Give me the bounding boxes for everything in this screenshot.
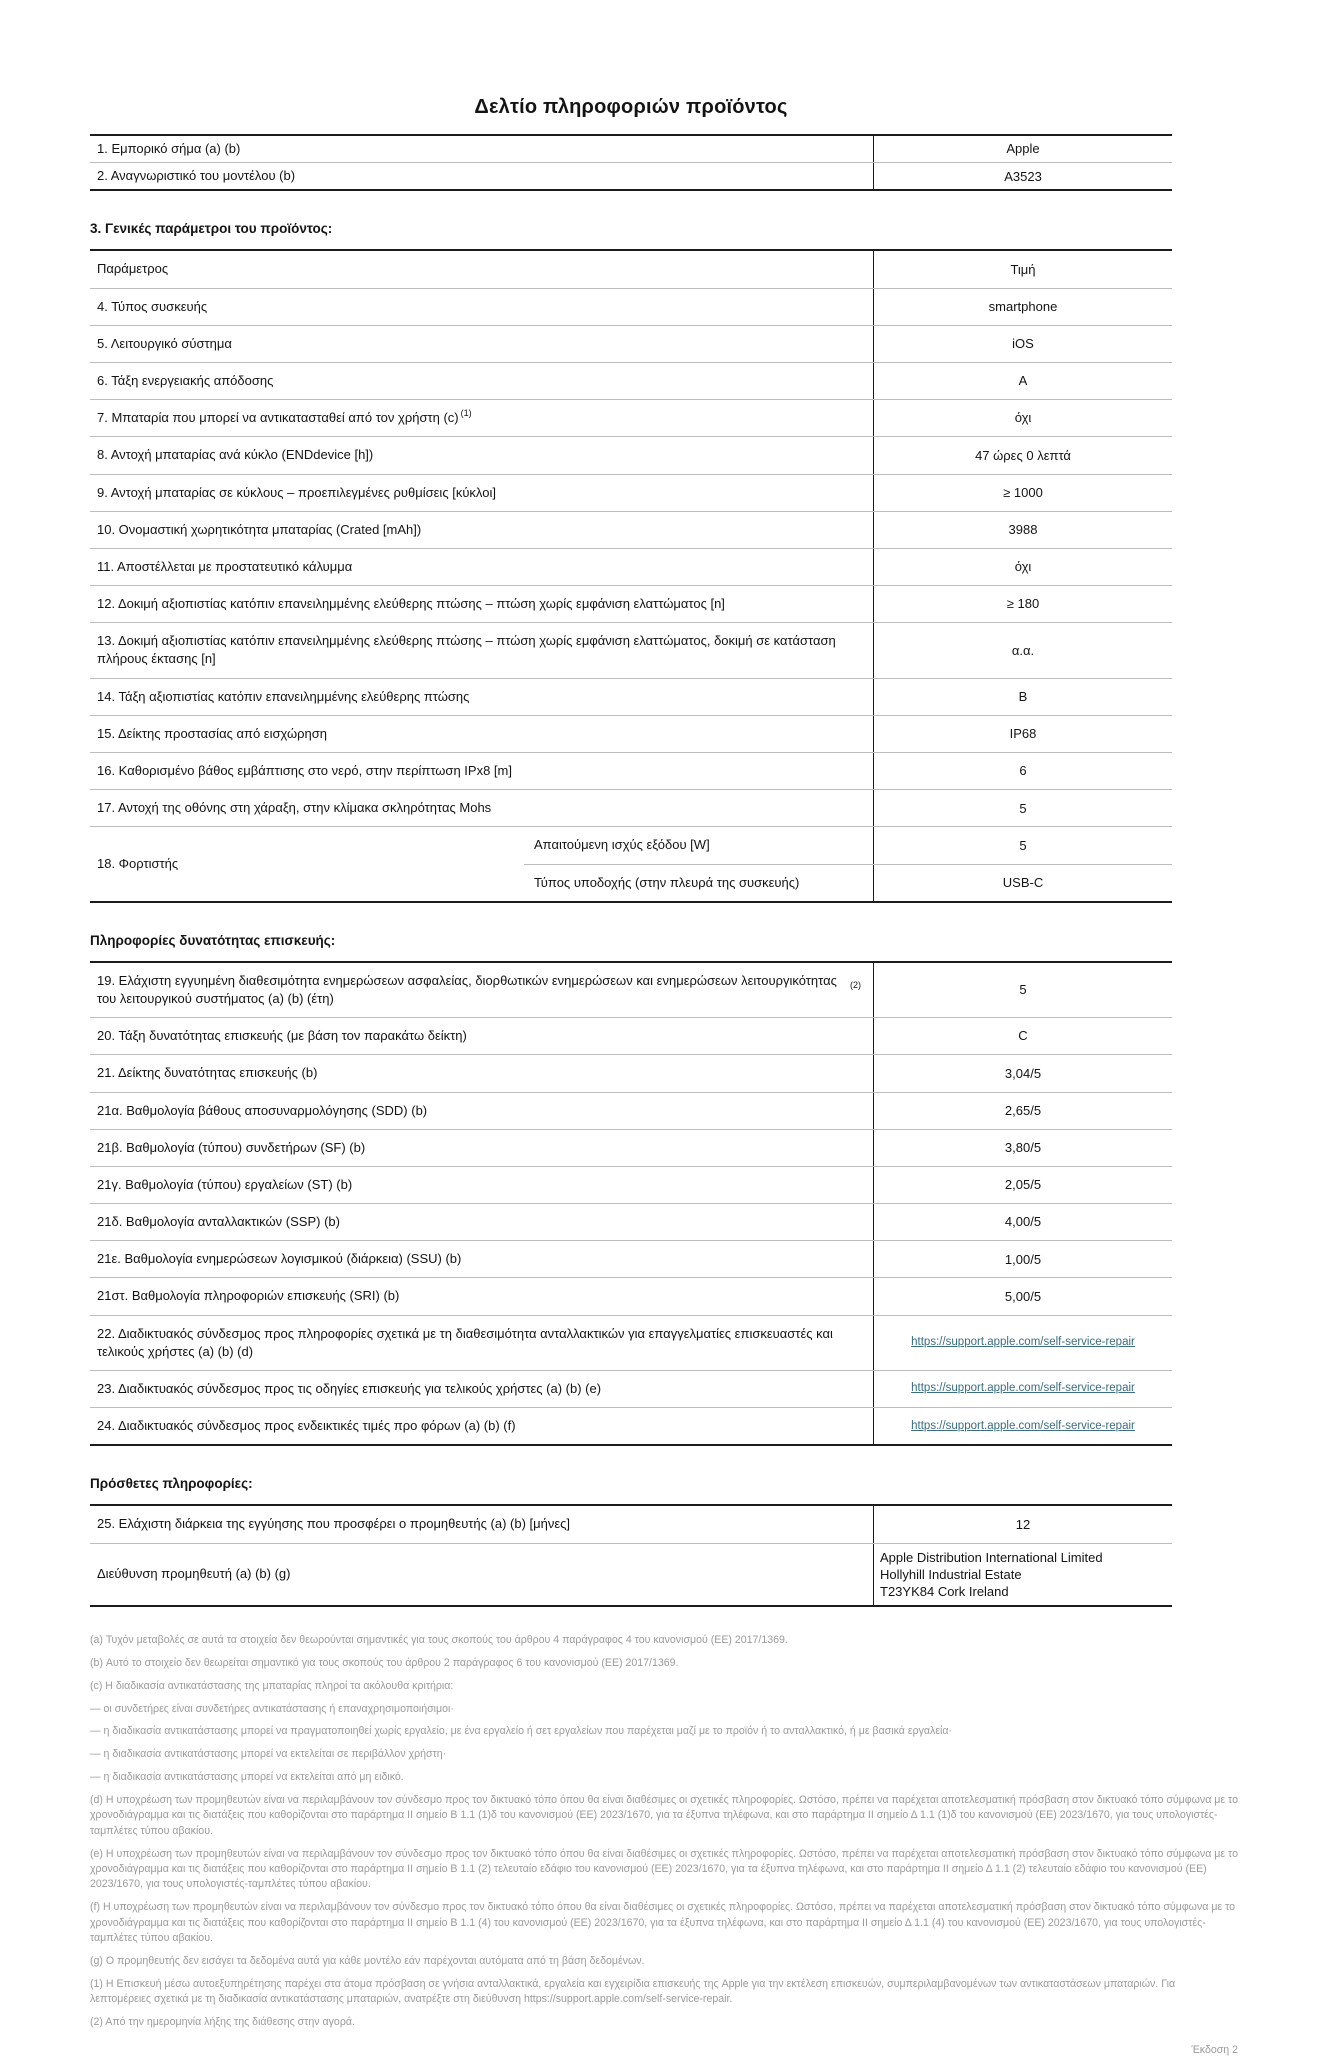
charger-subrow: [524, 827, 1172, 863]
self-service-repair-link[interactable]: https://support.apple.com/self-service-repair: [911, 1419, 1135, 1432]
row-label: 25. Ελάχιστη διάρκεια της εγγύησης που προσφέρει ο προμηθευτής (a) (b) [μήνες]: [97, 1516, 571, 1532]
row-value: 5: [873, 963, 1172, 1017]
row-label: 5. Λειτουργικό σύστημα: [97, 335, 232, 351]
charger-subrow: [524, 864, 1172, 901]
footnote-d: (d) Η υποχρέωση των προμηθευτών είναι να περιλαμβάνουν τον σύνδεσμο προς τον δικτυακό τόπο όπου θα είναι διαθέσιμες οι σχετικές πληροφορίες. Ωστόσο, πρέπει να παρέχεται αποτελεσματική πρόσβαση στον δικτυακό τόπο σύμφωνα με το χρονοδιάγραμμα και τις διατάξεις που καθορίζονται στο παράρτημα II σημείο Β 1.1 (1)δ του κανονισμού (ΕΕ) 2023/1670, για τα έξυπνα τηλέφωνα, και στο παράρτημα II σημείο Δ 1.1 (1)δ του κανονισμού (ΕΕ) 2023/1670, για τους υπολογιστές-ταμπλέτες τύπου αβακίου.: [90, 1794, 1238, 1837]
row-value: 2,05/5: [873, 1167, 1172, 1203]
row-label: 2. Αναγνωριστικό του μοντέλου (b): [97, 168, 296, 184]
footnote-a: (a) Τυχόν μεταβολές σε αυτά τα στοιχεία δεν θεωρούνται σημαντικές για τους σκοπούς του άρθρου 4 παράγραφος 4 του κανονισμού (ΕΕ) 2017/1369.: [90, 1634, 788, 1647]
footnotes-section: [90, 1633, 1238, 2030]
table-row: [90, 288, 1172, 325]
row-value: όχι: [873, 400, 1172, 436]
self-service-repair-link[interactable]: https://support.apple.com/self-service-repair: [911, 1382, 1135, 1395]
row-label: 24. Διαδικτυακός σύνδεσμος προς ενδεικτικές τιμές προ φόρων (a) (b) (f): [97, 1418, 516, 1434]
row-label: 18. Φορτιστής: [97, 855, 179, 871]
row-value: 47 ώρες 0 λεπτά: [873, 437, 1172, 473]
row-value: Apple: [873, 136, 1172, 162]
section-heading-general: 3. Γενικές παράμετροι του προϊόντος:: [90, 221, 333, 237]
footnote-c-bullet: — οι συνδετήρες είναι συνδετήρες αντικατάστασης ή επαναχρησιμοποιήσιμοι·: [90, 1702, 454, 1715]
row-label: 6. Τάξη ενεργειακής απόδοσης: [97, 372, 274, 388]
table-row: [90, 136, 1172, 162]
footnote-f: (f) Η υποχρέωση των προμηθευτών είναι να περιλαμβάνουν τον σύνδεσμο προς τον δικτυακό τόπο όπου θα είναι διαθέσιμες οι σχετικές πληροφορίες. Ωστόσο, πρέπει να παρέχεται αποτελεσματική πρόσβαση στον δικτυακό τόπο σύμφωνα με το χρονοδιάγραμμα και τις διατάξεις που καθορίζονται στο παράρτημα II σημείο Β 1.1 (4) του κανονισμού (ΕΕ) 2023/1670, για τα έξυπνα τηλέφωνα, και στο παράρτημα II σημείο Δ 1.1 (4) του κανονισμού (ΕΕ) 2023/1670, για τους υπολογιστές-ταμπλέτες τύπου αβακίου.: [90, 1901, 1236, 1944]
version-label: Έκδοση 2: [1191, 2044, 1238, 2056]
table-row: [90, 162, 1172, 189]
row-label: 21ε. Βαθμολογία ενημερώσεων λογισμικού (διάρκεια) (SSU) (b): [97, 1251, 462, 1267]
row-label: 14. Τάξη αξιοπιστίας κατόπιν επανειλημμένης ελεύθερης πτώσης: [97, 688, 470, 704]
subrow-label: Τύπος υποδοχής (στην πλευρά της συσκευής): [534, 874, 800, 890]
table-row: [90, 1017, 1172, 1054]
row-value: A3523: [873, 163, 1172, 189]
table-row: [90, 622, 1172, 677]
row-value: A: [873, 363, 1172, 399]
row-label: 21α. Βαθμολογία βάθους αποσυναρμολόγησης (SDD) (b): [97, 1102, 428, 1118]
row-label: 11. Αποστέλλεται με προστατευτικό κάλυμμα: [97, 558, 353, 574]
footnote-c-bullet: — η διαδικασία αντικατάστασης μπορεί να πραγματοποιηθεί χωρίς εργαλείο, με ένα εργαλείο ή σετ εργαλείων που παρέχεται μαζί με το προϊόν ή το ανταλλακτικό, ή με βασικά εργαλεία·: [90, 1725, 953, 1738]
row-label: 21δ. Βαθμολογία ανταλλακτικών (SSP) (b): [97, 1214, 340, 1230]
table-row: [90, 1092, 1172, 1129]
row-value: [873, 1408, 1172, 1444]
general-parameters-table: [90, 249, 1172, 902]
table-row: [90, 362, 1172, 399]
row-value: 1,00/5: [873, 1241, 1172, 1277]
subrow-value: 5: [873, 827, 1172, 863]
supplier-address-line: T23YK84 Cork Ireland: [880, 1583, 1009, 1599]
footnote-e: (e) Η υποχρέωση των προμηθευτών είναι να περιλαμβάνουν τον σύνδεσμο προς τον δικτυακό τόπο όπου θα είναι διαθέσιμες οι σχετικές πληροφορίες. Ωστόσο, πρέπει να παρέχεται αποτελεσματική πρόσβαση στον δικτυακό τόπο σύμφωνα με το χρονοδιάγραμμα και τις διατάξεις που καθορίζονται στο παράρτημα II σημείο Β 1.1 (2) τελευταίο εδάφιο του κανονισμού (ΕΕ) 2023/1670, για τα έξυπνα τηλέφωνα, και στο παράρτημα II σημείο Δ 1.1 (2) τελευταίο εδάφιο του κανονισμού (ΕΕ) 2023/1670, για τους υπολογιστές-ταμπλέτες τύπου αβακίου.: [90, 1847, 1238, 1891]
row-value: ≥ 180: [873, 586, 1172, 622]
supplier-address-row: [90, 1543, 1172, 1605]
row-label: 17. Αντοχή της οθόνης στη χάραξη, στην κλίμακα σκληρότητας Mohs: [97, 800, 492, 816]
row-label: 12. Δοκιμή αξιοπιστίας κατόπιν επανειλημμένης ελεύθερης πτώσης – πτώση χωρίς εμφάνιση ελαττώματος [n]: [97, 596, 725, 612]
supplier-address-line: Hollyhill Industrial Estate: [880, 1566, 1022, 1582]
row-value: 3,04/5: [873, 1055, 1172, 1091]
footnote-c-bullet: — η διαδικασία αντικατάστασης μπορεί να εκτελείται σε περιβάλλον χρήστη·: [90, 1748, 447, 1761]
footnote-superscript: (2): [850, 979, 861, 990]
row-label-text: 7. Μπαταρία που μπορεί να αντικατασταθεί από τον χρήστη (c): [97, 410, 459, 426]
section-heading-additional: Πρόσθετες πληροφορίες:: [90, 1476, 253, 1492]
table-row: [90, 1277, 1172, 1314]
row-label: 8. Αντοχή μπαταρίας ανά κύκλο (ENDdevice [h]): [97, 447, 374, 463]
row-value: 6: [873, 753, 1172, 789]
footnote-1: (1) Η Επισκευή μέσω αυτοεξυπηρέτησης παρέχει στα άτομα πρόσβαση σε γνήσια ανταλλακτικά, εργαλεία και εγχειρίδια επισκευής της Apple για την εκτέλεση επισκευών, συμπεριλαμβανομένων των αντικαταστάσεων μπαταριών. Για λεπτομέρειες σχετικά με τη διαδικασία αντικατάστασης μπαταριών, ανατρέξτε στη διεύθυνση https://support.apple.com/self-service-repair.: [90, 1977, 1176, 2005]
footnote-c: (c) Η διαδικασία αντικατάστασης της μπαταρίας πληροί τα ακόλουθα κριτήρια:: [90, 1679, 454, 1692]
row-value: όχι: [873, 549, 1172, 585]
row-label: Διεύθυνση προμηθευτή (a) (b) (g): [97, 1566, 291, 1582]
charger-subtable: [524, 827, 1172, 900]
table-row: [90, 548, 1172, 585]
table-row: [90, 1370, 1172, 1407]
row-value: iOS: [873, 326, 1172, 362]
table-row: [90, 325, 1172, 362]
row-label-text: 19. Ελάχιστη εγγυημένη διαθεσιμότητα ενημερώσεων ασφαλείας, διορθωτικών ενημερώσεων και ενημερώσεων λειτουργικότητας του λειτουργικού συστήματος (a) (b) (έτη): [97, 972, 837, 1006]
row-value: [873, 1371, 1172, 1407]
table-row: [90, 511, 1172, 548]
row-label: [90, 400, 873, 436]
table-row: [90, 585, 1172, 622]
row-label: 20. Τάξη δυνατότητας επισκευής (με βάση τον παρακάτω δείκτη): [97, 1028, 467, 1044]
row-value: α.α.: [873, 623, 1172, 677]
row-label: 10. Ονομαστική χωρητικότητα μπαταρίας (Crated [mAh]): [97, 521, 422, 537]
row-label: 4. Τύπος συσκευής: [97, 298, 208, 314]
row-value: C: [873, 1018, 1172, 1054]
supplier-address: [873, 1544, 1172, 1605]
table-row: [90, 474, 1172, 511]
footnote-g: (g) Ο προμηθευτής δεν εισάγει τα δεδομένα αυτά για κάθε μοντέλο εάν παρέχονται αυτόματα από τη βάση δεδομένων.: [90, 1954, 645, 1967]
footnote-superscript: (1): [460, 407, 472, 418]
row-label: 9. Αντοχή μπαταρίας σε κύκλους – προεπιλεγμένες ρυθμίσεις [κύκλοι]: [97, 484, 496, 500]
row-value: ≥ 1000: [873, 475, 1172, 511]
table-row: [90, 1166, 1172, 1203]
footnote-c-bullet: — η διαδικασία αντικατάστασης μπορεί να εκτελείται από μη ειδικό.: [90, 1771, 404, 1784]
row-value: 3988: [873, 512, 1172, 548]
table-row: [90, 436, 1172, 473]
row-label: 22. Διαδικτυακός σύνδεσμος προς πληροφορίες σχετικά με τη διαθεσιμότητα ανταλλακτικών για επαγγελματίες επισκευαστές και τελικούς χρήστες (a) (b) (d): [97, 1325, 833, 1359]
row-value: [873, 1316, 1172, 1370]
row-value: B: [873, 679, 1172, 715]
row-label: 13. Δοκιμή αξιοπιστίας κατόπιν επανειλημμένης ελεύθερης πτώσης – πτώση χωρίς εμφάνιση ελαττώματος, δοκιμή σε κατάσταση πλήρους έκτασης [n]: [97, 633, 836, 667]
additional-information-table: [90, 1504, 1172, 1607]
table-row: [90, 1315, 1172, 1370]
row-value: IP68: [873, 716, 1172, 752]
identity-table: [90, 134, 1172, 191]
row-label: [90, 963, 873, 1017]
row-label: 1. Εμπορικό σήμα (a) (b): [97, 141, 241, 156]
row-label: 21στ. Βαθμολογία πληροφοριών επισκευής (SRI) (b): [97, 1288, 400, 1304]
row-label: 15. Δείκτης προστασίας από εισχώρηση: [97, 725, 328, 741]
footnote-b: (b) Αυτό το στοιχείο δεν θεωρείται σημαντικό για τους σκοπούς του άρθρου 2 παράγραφος 6 του κανονισμού (ΕΕ) 2017/1369.: [90, 1656, 679, 1669]
table-row: [90, 1240, 1172, 1277]
row-value: 5,00/5: [873, 1278, 1172, 1314]
charger-row: [90, 826, 1172, 900]
row-label: 21γ. Βαθμολογία (τύπου) εργαλείων (ST) (b): [97, 1176, 353, 1192]
row-value: 4,00/5: [873, 1204, 1172, 1240]
table-row: [90, 789, 1172, 826]
row-value: smartphone: [873, 289, 1172, 325]
subrow-value: USB-C: [873, 865, 1172, 901]
table-row: [90, 399, 1172, 436]
row-label: 21β. Βαθμολογία (τύπου) συνδετήρων (SF) (b): [97, 1139, 366, 1155]
page-title: Δελτίο πληροφοριών προϊόντος: [474, 96, 788, 118]
supplier-address-line: Apple Distribution International Limited: [880, 1549, 1103, 1565]
row-value: 2,65/5: [873, 1093, 1172, 1129]
row-label: 16. Καθορισμένο βάθος εμβάπτισης στο νερό, στην περίπτωση IPx8 [m]: [97, 763, 512, 778]
table-row: [90, 752, 1172, 789]
table-row: [90, 1129, 1172, 1166]
table-row: [90, 1203, 1172, 1240]
table-row: [90, 963, 1172, 1017]
table-header-row: [90, 251, 1172, 287]
table-row: [90, 715, 1172, 752]
column-header-parameter: Παράμετρος: [97, 261, 169, 277]
row-value: 12: [873, 1506, 1172, 1542]
table-row: [90, 1054, 1172, 1091]
row-value: 5: [873, 790, 1172, 826]
section-heading-repairability: Πληροφορίες δυνατότητας επισκευής:: [90, 932, 336, 948]
table-row: [90, 1407, 1172, 1444]
self-service-repair-link[interactable]: https://support.apple.com/self-service-repair: [911, 1336, 1135, 1349]
repairability-table: [90, 961, 1172, 1447]
footnote-2: (2) Από την ημερομηνία λήξης της διάθεσης στην αγορά.: [90, 2015, 355, 2028]
row-label: 21. Δείκτης δυνατότητας επισκευής (b): [97, 1065, 318, 1081]
subrow-label: Απαιτούμενη ισχύς εξόδου [W]: [534, 837, 710, 853]
row-value: 3,80/5: [873, 1130, 1172, 1166]
table-row: [90, 1506, 1172, 1542]
row-label: 23. Διαδικτυακός σύνδεσμος προς τις οδηγίες επισκευής για τελικούς χρήστες (a) (b) (e): [97, 1381, 602, 1396]
column-header-value: Τιμή: [873, 251, 1172, 287]
table-row: [90, 678, 1172, 715]
